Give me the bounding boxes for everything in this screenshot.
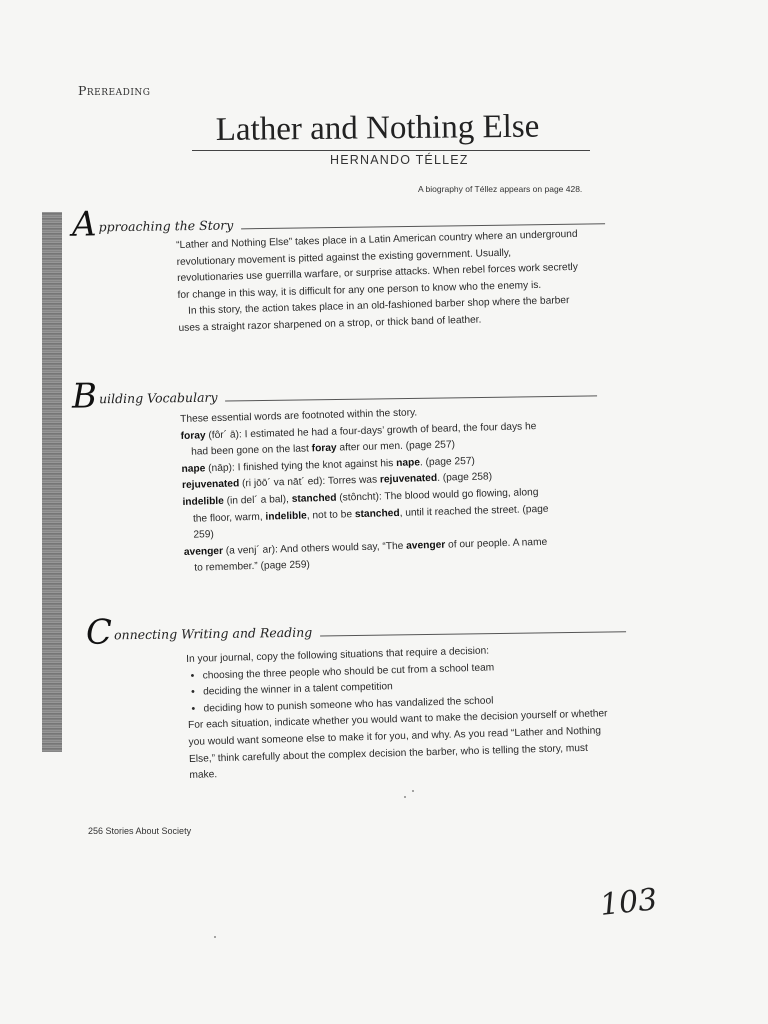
vocab-word: nape — [181, 463, 206, 475]
vocab-sentence-end: . (page 258) — [436, 471, 493, 485]
scan-speck — [404, 796, 406, 798]
vocab-sentence-word: avenger — [406, 539, 446, 552]
author-name: HERNANDO TÉLLEZ — [330, 153, 469, 167]
scan-speck — [412, 790, 414, 792]
connecting-title: onnecting Writing and Reading — [113, 624, 313, 643]
vocab-sentence-word: indelible — [265, 510, 307, 523]
story-title: Lather and Nothing Else — [215, 108, 540, 149]
scan-speck — [214, 936, 216, 938]
vocab-pronunciation: (nāp): — [205, 462, 238, 475]
vocab-pronunciation: (stôncht): — [336, 491, 385, 504]
vocab-sentence: And others would say, “The — [279, 540, 407, 556]
approaching-para-2: In this story, the action takes place in an old-fashioned barber shop where the barber uses a straight razor sharpened on a strop, or thick band of leather. — [178, 295, 570, 334]
connecting-rule — [320, 631, 626, 636]
vocab-sentence: Torres was — [327, 474, 381, 488]
dropcap-b: B — [71, 376, 98, 417]
vocab-word: stanched — [291, 492, 337, 505]
dropcap-c: C — [85, 612, 113, 653]
approaching-para-1: “Lather and Nothing Else” takes place in a Latin American country where an underground revolutionary movement is pitted against the existing government. Usually, revolutionaries use guerrilla warfare, or surprise attacks. When rebel forces work secretly for change in this way, it is difficult for any one person to know who the enemy is. — [176, 228, 579, 301]
vocab-pronunciation: (fôr´ ā): — [205, 428, 245, 441]
vocab-sentence-end: after our men. (page 257) — [336, 439, 456, 454]
vocabulary-rule — [226, 395, 598, 401]
vocab-sentence-word: nape — [396, 457, 421, 469]
approaching-title: pproaching the Story — [98, 217, 234, 235]
vocab-sentence-end: , until it reached the street. (page 259) — [193, 503, 549, 541]
page-footer: 256 Stories About Society — [88, 826, 192, 836]
vocab-word: avenger — [183, 545, 224, 558]
vocabulary-body — [180, 402, 554, 578]
vocab-sentence-end: . (page 257) — [419, 455, 475, 469]
vocab-pronunciation: (ri jōō´ va nāt´ ed): — [239, 476, 329, 490]
vocabulary-title: uilding Vocabulary — [98, 389, 218, 407]
vocab-sentence: , not to be — [306, 508, 356, 522]
vocab-sentence: I estimated he had a four-days’ growth of beard, the four days he had been gone on the last — [190, 420, 537, 458]
title-underline — [192, 150, 590, 151]
decision-item: • deciding the winner in a talent competition — [191, 673, 611, 701]
vocab-word: rejuvenated — [181, 478, 240, 492]
connecting-intro: In your journal, copy the following situations that require a decision: — [186, 645, 490, 665]
handwritten-page-number: 103 — [598, 882, 659, 923]
vocab-word: indelible — [182, 495, 224, 508]
connecting-closing: For each situation, indicate whether you would want to make the decision yourself or whether you would want someone else to make it for you, and why. As you read “Lather and Nothing Else,” think carefully about the complex decision the barber, who is telling the story, must make. — [187, 708, 608, 782]
dropcap-a: A — [71, 204, 97, 245]
vocab-pronunciation: (a venj´ ar): — [222, 544, 281, 557]
decision-item: • deciding how to punish someone who has vandalized the school — [191, 690, 611, 718]
connecting-body — [186, 640, 614, 785]
vocab-pronunciation: (in del´ a bal), — [223, 493, 292, 507]
decision-item: • choosing the three people who should be cut from a school team — [190, 657, 610, 685]
vocab-sentence-word: rejuvenated — [379, 473, 438, 486]
vocab-sentence: I finished tying the knot against his — [237, 457, 397, 474]
biography-note: A biography of Téllez appears on page 428. — [418, 184, 583, 194]
section-label: Prereading — [78, 83, 151, 98]
vocab-sentence: The blood would go flowing, along the floor, warm, — [192, 486, 539, 525]
vocab-sentence-end: of our people. A name to remember.” (page 259) — [194, 536, 548, 575]
vocab-sentence-word: stanched — [354, 507, 400, 520]
vocab-word: foray — [180, 429, 206, 442]
vocabulary-intro: These essential words are footnoted within the story. — [180, 407, 418, 425]
approaching-body — [176, 227, 581, 338]
vocab-sentence-word: foray — [311, 442, 337, 455]
